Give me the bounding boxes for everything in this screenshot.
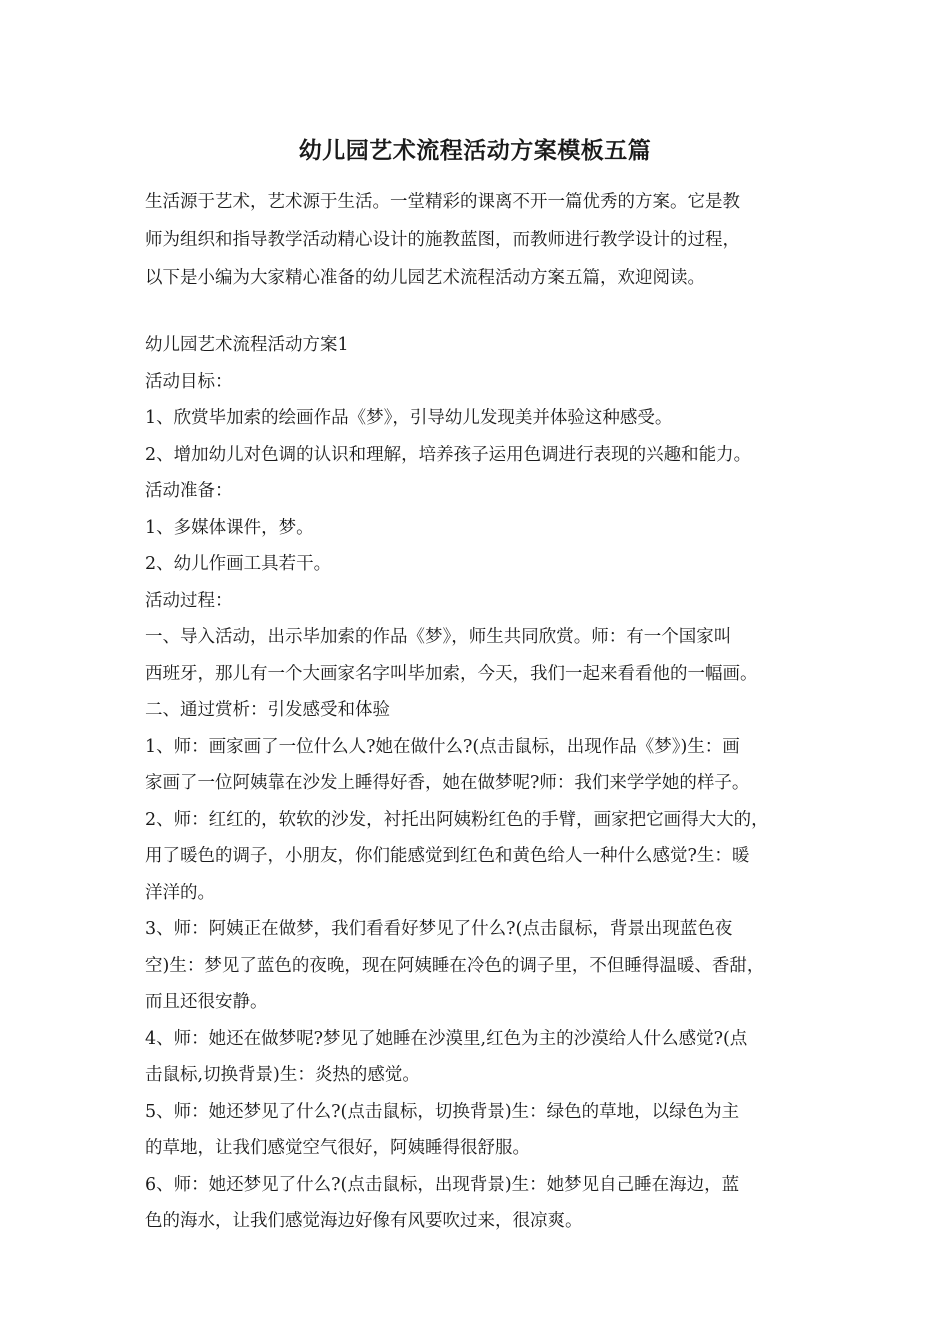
- body-line: 1、欣赏毕加索的绘画作品《梦》，引导幼儿发现美并体验这种感受。: [145, 408, 673, 428]
- body-line: 2、增加幼儿对色调的认识和理解，培养孩子运用色调进行表现的兴趣和能力。: [145, 444, 752, 465]
- intro-line: 师为组织和指导教学活动精心设计的施教蓝图，而教师进行教学设计的过程，: [145, 230, 740, 250]
- body-line: 2、幼儿作画工具若干。: [145, 554, 332, 574]
- body-line: 4、师：她还在做梦呢?梦见了她睡在沙漠里,红色为主的沙漠给人什么感觉?(点: [145, 1028, 748, 1049]
- body-line: 家画了一位阿姨靠在沙发上睡得好香，她在做梦呢?师：我们来学学她的样子。: [145, 773, 750, 793]
- body-line: 的草地，让我们感觉空气很好，阿姨睡得很舒服。: [145, 1138, 530, 1158]
- body-line: 击鼠标,切换背景)生：炎热的感觉。: [145, 1065, 420, 1085]
- body-line: 而且还很安静。: [145, 992, 268, 1012]
- intro-line: 生活源于艺术，艺术源于生活。一堂精彩的课离不开一篇优秀的方案。它是教: [145, 192, 740, 212]
- section-heading: 幼儿园艺术流程活动方案1: [145, 335, 349, 355]
- body-line: 用了暖色的调子，小朋友，你们能感觉到红色和黄色给人一种什么感觉?生：暖: [145, 846, 750, 866]
- body-line: 空)生：梦见了蓝色的夜晚，现在阿姨睡在冷色的调子里，不但睡得温暖、香甜，: [145, 955, 765, 976]
- body-line: 色的海水，让我们感觉海边好像有风要吹过来，很凉爽。: [145, 1211, 583, 1231]
- body-line: 洋洋的。: [145, 882, 215, 903]
- body-line: 二、通过赏析：引发感受和体验: [145, 700, 390, 720]
- body-line: 1、师：画家画了一位什么人?她在做什么?(点击鼠标，出现作品《梦》)生：画: [145, 736, 740, 757]
- body-line: 1、多媒体课件，梦。: [145, 517, 314, 538]
- document-body: [145, 327, 825, 1240]
- body-line: 3、师：阿姨正在做梦，我们看看好梦见了什么?(点击鼠标，背景出现蓝色夜: [145, 919, 733, 939]
- body-line: 一、导入活动，出示毕加索的作品《梦》，师生共同欣赏。师：有一个国家叫: [145, 627, 732, 647]
- subheading-process: 活动过程：: [145, 590, 233, 611]
- body-line: 6、师：她还梦见了什么?(点击鼠标，出现背景)生：她梦见自己睡在海边，蓝: [145, 1174, 740, 1195]
- subheading-preparation: 活动准备：: [145, 481, 233, 501]
- subheading-goals: 活动目标：: [145, 371, 233, 392]
- intro-line: 以下是小编为大家精心准备的幼儿园艺术流程活动方案五篇，欢迎阅读。: [145, 268, 705, 288]
- document-title: 幼儿园艺术流程活动方案模板五篇: [298, 137, 652, 164]
- body-line: 西班牙，那儿有一个大画家名字叫毕加索，今天，我们一起来看看他的一幅画。: [145, 663, 758, 684]
- body-line: 5、师：她还梦见了什么?(点击鼠标，切换背景)生：绿色的草地，以绿色为主: [145, 1101, 740, 1122]
- intro-paragraph: [145, 183, 815, 297]
- body-line: 2、师：红红的，软软的沙发，衬托出阿姨粉红色的手臂，画家把它画得大大的，: [145, 809, 769, 830]
